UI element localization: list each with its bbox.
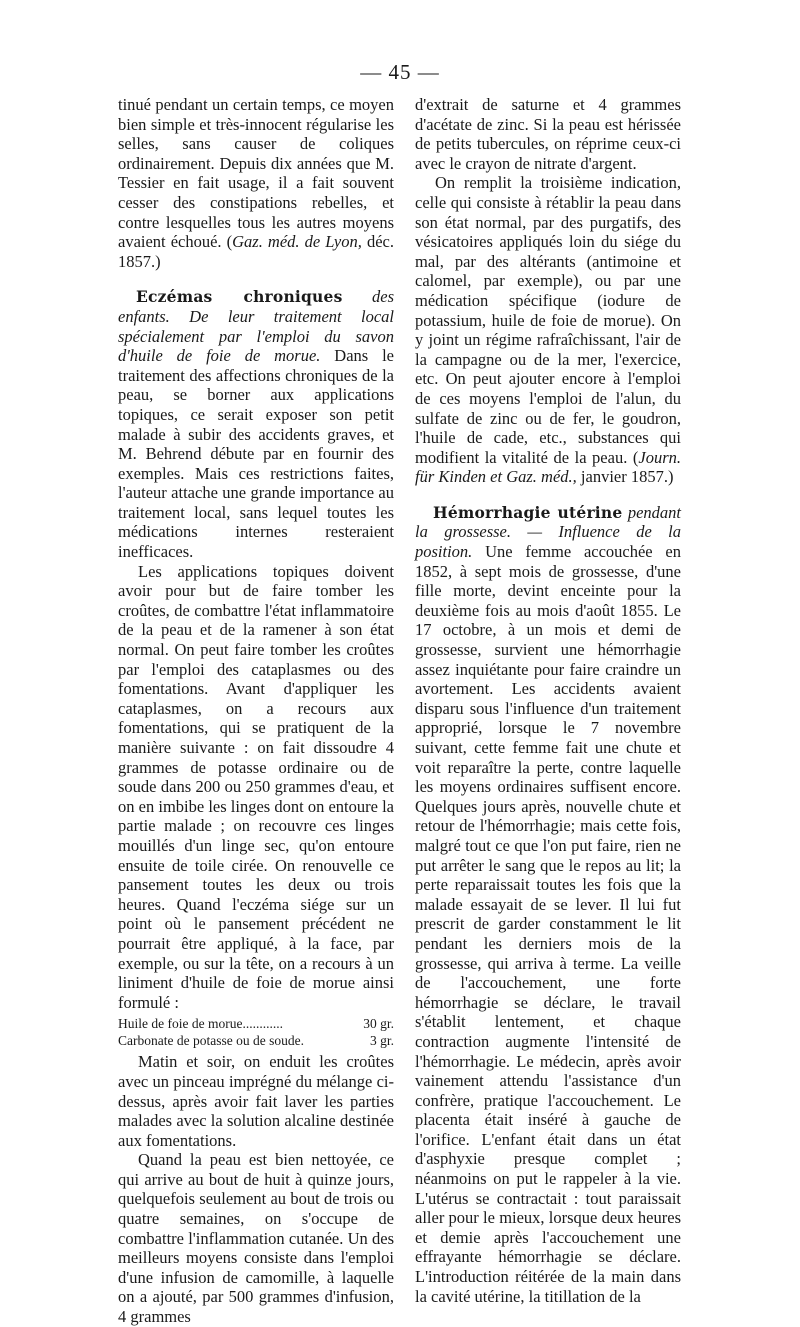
section-subtitle-hemorrhagie: pendant la grossesse. — Influence de la position.: [415, 502, 681, 562]
right-paragraph-2-end: janvier 1857.): [576, 467, 674, 487]
left-paragraph-4: Matin et soir, on enduit les croûtes avec un pinceau imprégné du mélange ci-dessus, après avoir fait laver les parties malades avec la solution alcaline destinée aux fomentations.: [118, 1052, 394, 1150]
left-paragraph-1-text: tinué pendant un certain temps, ce moyen bien simple et très-innocent régularise les selles, sans causer de coliques ordinairement. Depuis dix années que M. Tessier en fait usage, il a fait souvent cesser des constipations rebelles, et contre lesquelles tous les autres moyens avaient échoué. (: [118, 95, 394, 252]
formula-amount: 3 gr.: [369, 1033, 394, 1049]
formula-ingredient: Huile de foie de morue............: [118, 1016, 283, 1032]
formula-row: [118, 1015, 394, 1032]
formula-row: [118, 1032, 394, 1049]
section-heading-eczema: Eczémas chroniques: [136, 287, 343, 307]
formula-amount: 30 gr.: [363, 1016, 394, 1032]
section-heading-hemorrhagie: Hémorrhagie utérine: [433, 502, 623, 522]
section-subtitle-eczema: des enfants. De leur traitement local spécialement par l'emploi du savon d'huile de foie de morue.: [118, 287, 394, 366]
formula-ingredient: Carbonate de potasse ou de soude.: [118, 1033, 304, 1049]
right-paragraph-1: d'extrait de saturne et 4 grammes d'acétate de zinc. Si la peau est hérissée de petits tubercules, on réprime ceux-ci avec le crayon de nitrate d'argent.: [415, 95, 681, 173]
hemorrhagie-text: Une femme accouchée en 1852, à sept mois de grossesse, d'une fille morte, devint enceinte pour la deuxième fois au mois d'août 1855. Le 17 octobre, à un mois et demi de grossesse, survient une hémorrhagie assez inquiétante pour faire craindre un avortement. Les accidents avaient disparu sous l'influence d'un traitement approprié, lorsque le 7 novembre suivant, cette femme fait une chute et voit reparaître la perte, contre laquelle les moyens ordinaires suffisent encore. Quelques jours après, nouvelle chute et retour de l'hémorrhagie; mais cette fois, malgré tout ce que l'on put faire, rien ne put arrêter le sang que le repos au lit; la perte reparaissait toutes les fois que la malade essayait de se lever. Il lui fut prescrit de garder constamment le lit pendant les derniers mois de la grossesse, qui arriva à terme. La veille de l'accouchement, une forte hémorrhagie se déclare, le travail s'établit lentement, et chaque contraction augmente l'intensité de l'hémorrhagie. Le médecin, après avoir vainement attendu l'assistance d'un confrère, pratique l'accouchement. Le placenta était inséré à gauche de l'orifice. L'enfant était dans un état d'asphyxie presque complet ; néanmoins on put le rappeler à la vie. L'utérus se contractait : tout paraissait aller pour le mieux, lorsque deux heures et demie après l'accouchement une effrayante hémorrhagie se déclare. L'introduction réitérée de la main dans la cavité utérine, la titillation de la: [415, 542, 681, 1306]
page-number: — 45 —: [360, 60, 440, 84]
right-paragraph-2-text: On remplit la troisième indication, celle qui consiste à rétablir la peau dans son état normal, par des purgatifs, des vésicatoires appliqués loin du siége du mal, par des altérants (antimoine et calomel, par exemple), ou par une médication spécifique (iodure de potassium, huile de foie de morue). On y joint un régime rafraîchissant, l'air de la campagne ou de la mer, l'exercice, etc. On peut ajouter encore à l'emploi de ces moyens l'emploi de l'alun, du sulfate de zinc ou de fer, le goudron, l'huile de cade, etc., substances qui modifient la vitalité de la peau. (: [415, 173, 681, 467]
left-paragraph-3: Les applications topiques doivent avoir pour but de faire tomber les croûtes, de combattre l'état inflammatoire de la peau et de la ramener à son état normal. On peut faire tomber les croûtes par l'emploi des cataplasmes ou des fomentations. Avant d'appliquer les cataplasmes, on a recours aux fomentations, qui se pratiquent de la manière suivante : on fait dissoudre 4 grammes de potasse ordinaire ou de soude dans 200 ou 250 grammes d'eau, et on en imbibe les linges dont on entoure la partie malade ; on recouvre ces linges mouillés d'un linge sec, qu'on entoure ensuite de toile cirée. On renouvelle ce pansement toutes les deux ou trois heures. Quand l'eczéma siége sur un point où le pansement précédent ne pourrait être appliqué, à la face, par exemple, ou sur la tête, on a recours à un liniment d'huile de foie de morue ainsi formulé :: [118, 561, 394, 1012]
left-paragraph-1: [118, 95, 394, 271]
section-eczema: [118, 287, 394, 561]
source-citation: Gaz. méd. de Lyon,: [232, 232, 362, 252]
formula: [118, 1015, 394, 1049]
left-paragraph-1-end: déc. 1857.): [118, 232, 394, 271]
right-paragraph-2: [415, 173, 681, 487]
left-paragraph-5: Quand la peau est bien nettoyée, ce qui arrive au bout de huit à quinze jours, quelquefois seulement au bout de trois ou quatre semaines, on s'occupe de combattre l'inflammation cutanée. Un des meilleurs moyens consiste dans l'emploi d'une infusion de camomille, à laquelle on a ajouté, par 500 grammes d'infusion, 4 grammes: [118, 1150, 394, 1327]
source-citation: Journ. für Kinden et Gaz. méd.,: [415, 447, 681, 487]
section-hemorrhagie: [415, 503, 681, 1306]
eczema-text: Dans le traitement des affections chroniques de la peau, se borner aux applications topiques, ce serait exposer son petit malade à subir des accidents graves, et M. Behrend débute par en fournir des exemples. Mais ces restrictions faites, l'auteur attache une grande importance au traitement local, sans lequel toutes les médications internes resteraient inefficaces.: [118, 346, 394, 562]
left-column: [118, 95, 394, 1327]
right-column: [415, 95, 681, 1306]
